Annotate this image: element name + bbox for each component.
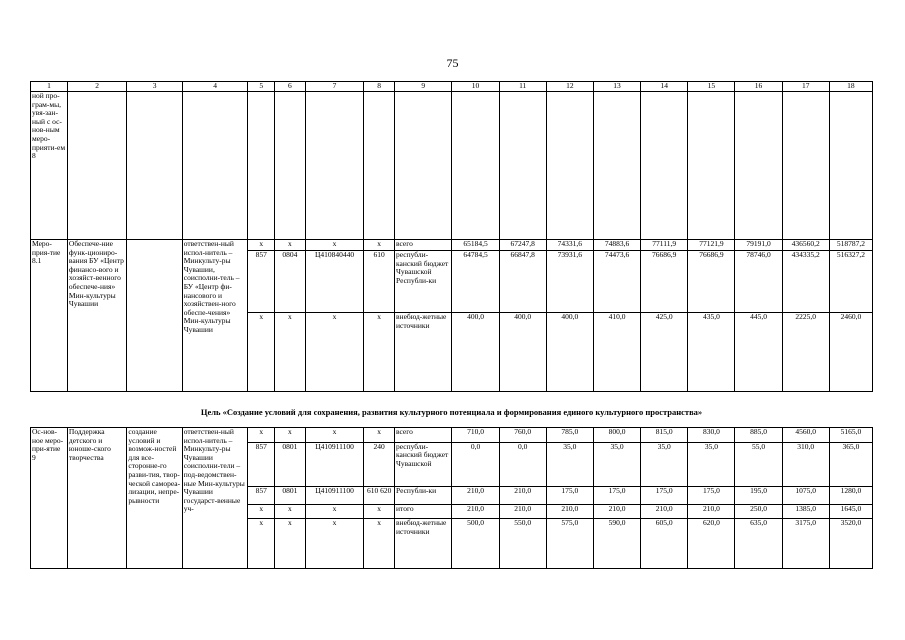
header-number: 16	[735, 82, 782, 92]
header-number: 4	[182, 82, 248, 92]
header-number: 15	[688, 82, 735, 92]
table-row: 857 0801 Ц410911100 610 620 Республи-ки 210,0 210,0 175,0 175,0 175,0 175,0 195,0 1075,0 1280,0	[31, 486, 873, 504]
table-row: x x x x внебюд-жетные источники 400,0 400,0 400,0 410,0 425,0 435,0 445,0 2225,0 2460,0	[31, 313, 873, 392]
event-name: Меро-прия-тие 8.1	[31, 240, 68, 392]
responsible-executor: ответствен-ный испол-нитель – Минкульту-ры Чувашии соисполни-тели – под-ведомствен-ные Мин-культуры Чувашии государст-венные уч-	[182, 428, 248, 569]
event-goal: создание условий и возмож-ностей для все-сторонне-го разви-тия, твор-ческой самореа-лизации, непре-рывности	[127, 428, 182, 569]
header-number: 7	[305, 82, 363, 92]
event-title: Поддержка детского и юноше-ского творчества	[67, 428, 126, 569]
header-number: 13	[593, 82, 640, 92]
header-number: 12	[546, 82, 593, 92]
table-row: Ос-нов-ное меро-при-ятие 9 Поддержка детского и юноше-ского творчества создание условий и возмож-ностей для все-сторонне-го разви-тия, твор-ческой самореа-лизации, непре-рывности ответствен-ный испол-нитель – Минкульту-ры Чувашии соисполни-тели – под-ведомствен-ные Мин-культуры Чувашии государст-венные уч- x x x x всего 710,0 760,0 785,0 800,0 815,0 830,0 885,0 4560,0 5165,0	[31, 428, 873, 443]
continuation-text: ной про-грам-мы, увя-зан-ный с ос-нов-ным меро-прияти-ем 8	[31, 92, 68, 240]
header-number: 10	[452, 82, 499, 92]
program-table-upper	[30, 81, 873, 392]
table-row: 857 0804 Ц410840440 610 республи-канский бюджет Чувашской Республи-ки 64784,5 66847,8 73931,6 74473,6 76686,9 76686,9 78746,0 434335,2 516327,2	[31, 251, 873, 313]
header-number: 9	[395, 82, 452, 92]
table-row: x x x x итого 210,0 210,0 210,0 210,0 210,0 210,0 250,0 1385,0 1645,0	[31, 504, 873, 519]
header-number: 6	[275, 82, 306, 92]
table-row: Меро-прия-тие 8.1 Обеспече-ние функ-ционирo-вания БУ «Центр финансо-вого и хозяйст-венного обеспече-ния» Мин-культуры Чувашии ответствен-ный испол-нитель – Минкульту-ры Чувашии, соисполни-тель – БУ «Центр фи-нансового и хозяйствен-ного обеспе-чения» Мин-культуры Чувашии x x x x всего 65184,5 67247,8 74331,6 74883,6 77111,9 77121,9 79191,0 436560,2 518787,2	[31, 240, 873, 251]
header-number: 8	[364, 82, 395, 92]
event-title: Обеспече-ние функ-ционирo-вания БУ «Центр финансо-вого и хозяйст-венного обеспече-ния» Мин-культуры Чувашии	[67, 240, 126, 392]
header-number: 14	[641, 82, 688, 92]
header-number: 2	[67, 82, 126, 92]
header-number: 18	[829, 82, 872, 92]
header-number: 5	[248, 82, 275, 92]
responsible-executor: ответствен-ный испол-нитель – Минкульту-ры Чувашии, соисполни-тель – БУ «Центр фи-нансового и хозяйствен-ного обеспе-чения» Мин-культуры Чувашии	[182, 240, 248, 392]
event-name: Ос-нов-ное меро-при-ятие 9	[31, 428, 68, 569]
page-number: 75	[446, 56, 459, 70]
header-number: 1	[31, 82, 68, 92]
header-number: 11	[499, 82, 546, 92]
continuation-row	[31, 92, 873, 240]
table-row: x x x x внебюд-жетные источники 500,0 550,0 575,0 590,0 605,0 620,0 635,0 3175,0 3520,0	[31, 519, 873, 569]
goal-heading: Цель «Создание условий для сохранения, развития культурного потенциала и формирования единого культурного пространства»	[200, 407, 703, 417]
program-table-lower	[30, 427, 873, 569]
header-number-row	[31, 82, 873, 92]
header-number: 17	[782, 82, 829, 92]
table-row: 857 0801 Ц410911100 240 республи-канский бюджет Чувашской 0,0 0,0 35,0 35,0 35,0 35,0 55,0 310,0 365,0	[31, 442, 873, 486]
header-number: 3	[127, 82, 182, 92]
